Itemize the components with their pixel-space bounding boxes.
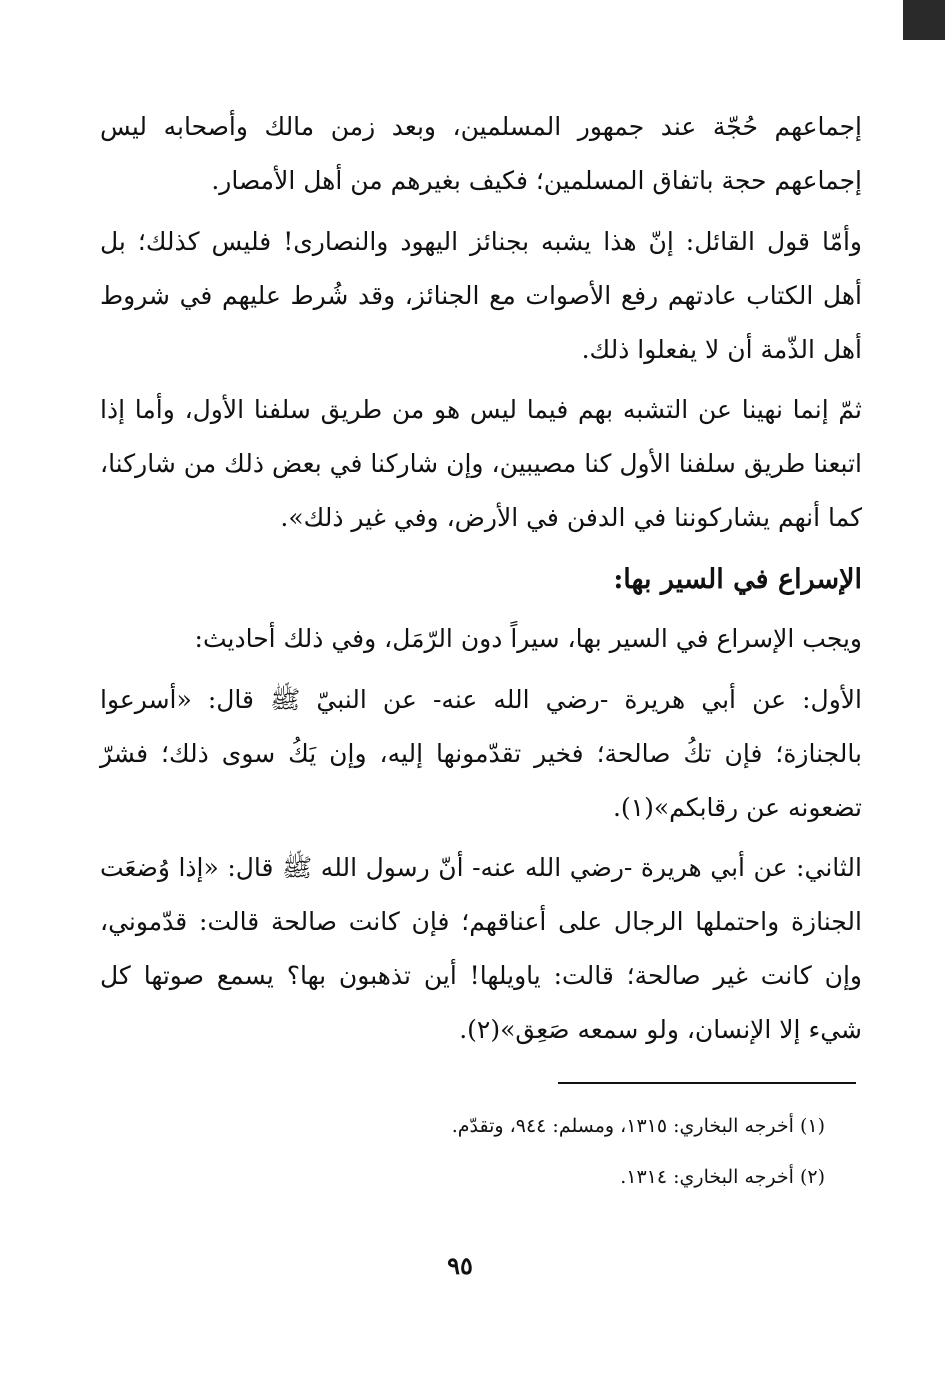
paragraph-hadith-one: الأول: عن أبي هريرة -رضي الله عنه- عن النبيّ ﷺ قال: «أسرعوا بالجنازة؛ فإن تكُ صالحة؛ فخير تقدّمونها إليه، وإن يَكُ سوى ذلك؛ فشرّ تضعونه عن رقابكم»(١).: [100, 685, 862, 822]
footnote-2: (٢) أخرجه البخاري: ١٣١٤.: [620, 1166, 825, 1188]
footnote-separator: [558, 1082, 856, 1084]
page-number: ٩٥: [447, 1251, 473, 1280]
paragraph-imitation: ثمّ إنما نهينا عن التشبه بهم فيما ليس هو من طريق سلفنا الأول، وأما إذا اتبعنا طريق سلفنا الأول كنا مصيبين، وإن شاركنا في بعض ذلك من شاركنا، كما أنهم يشاركوننا في الدفن في الأرض، وفي غير ذلك».: [100, 395, 862, 532]
paragraph-hadith-two: الثاني: عن أبي هريرة -رضي الله عنه- أنّ رسول الله ﷺ قال: «إذا وُضعَت الجنازة واحتملها الرجال على أعناقهم؛ فإن كانت صالحة قالت: قدّموني، وإن كانت غير صالحة؛ قالت: ياويلها! أين تذهبون بها؟ يسمع صوتها كل شيء إلا الإنسان، ولو سمعه صَعِق»(٢).: [100, 853, 862, 1044]
paragraph-resemblance: وأمّا قول القائل: إنّ هذا يشبه بجنائز اليهود والنصارى! فليس كذلك؛ بل أهل الكتاب عادتهم رفع الأصوات مع الجنائز، وقد شُرط عليهم في شروط أهل الذّمة أن لا يفعلوا ذلك.: [100, 227, 862, 364]
scan-edge-mark: [903, 0, 945, 40]
section-heading: الإسراع في السير بها:: [613, 564, 862, 595]
paragraph-ijma: إجماعهم حُجّة عند جمهور المسلمين، وبعد زمن مالك وأصحابه ليس إجماعهم حجة باتفاق المسلمين؛ فكيف بغيرهم من أهل الأمصار.: [100, 112, 862, 195]
footnote-1: (١) أخرجه البخاري: ١٣١٥، ومسلم: ٩٤٤، وتقدّم.: [451, 1115, 825, 1137]
paragraph-hastening: ويجب الإسراع في السير بها، سيراً دون الرّمَل، وفي ذلك أحاديث:: [194, 624, 862, 653]
